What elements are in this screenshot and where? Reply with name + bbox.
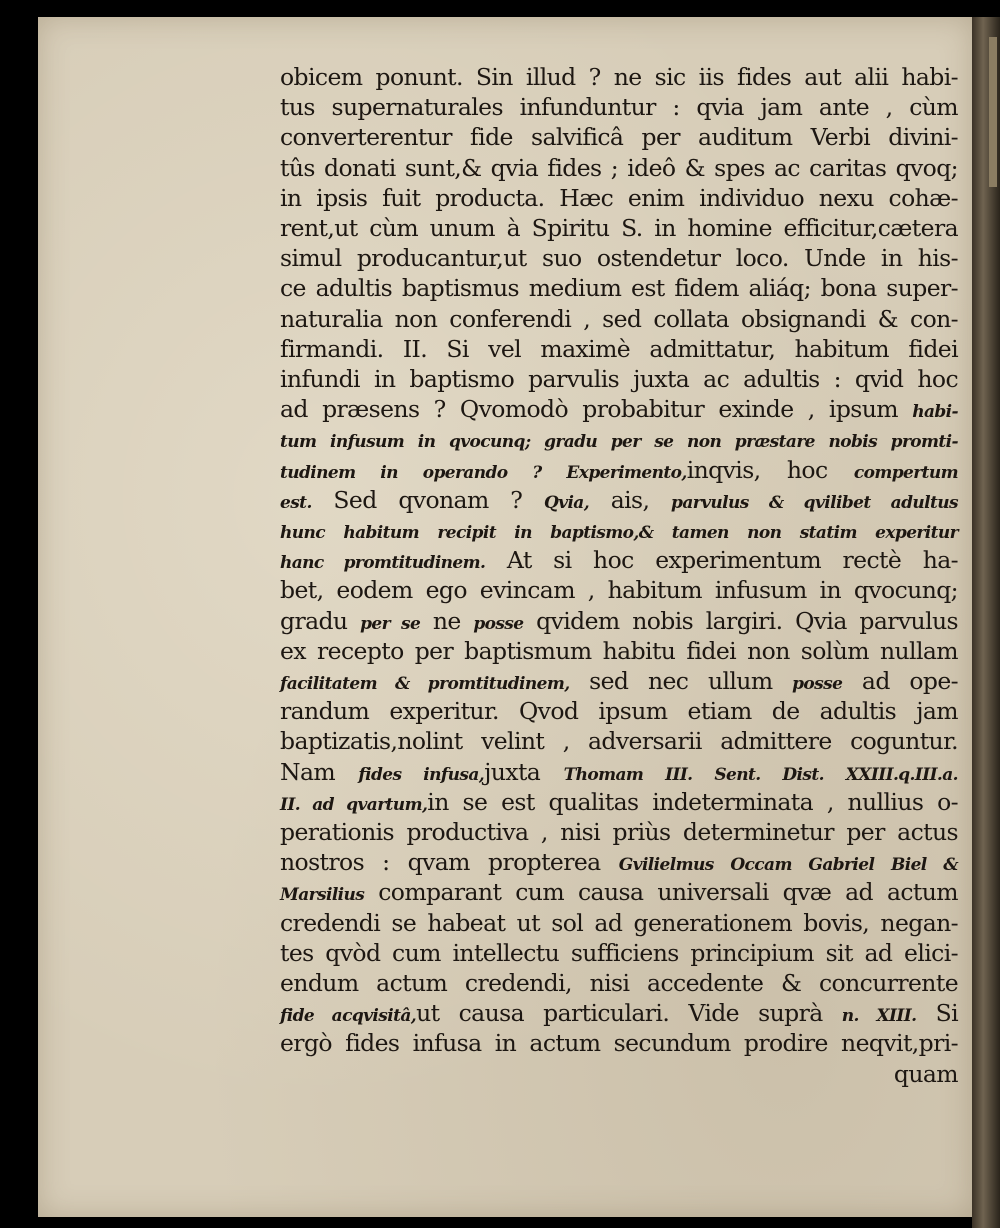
text-run: ad præsens ? Qvomodò probabitur exinde , ipsum: [280, 395, 913, 424]
text-run: tes qvòd cum intellectu sufficiens principium sit ad elici-: [280, 938, 958, 967]
text-line: [280, 62, 958, 92]
text-run: ne: [420, 606, 474, 635]
italic-text-run: tudinem in operando ? Experimento,: [280, 462, 687, 483]
text-line: [280, 666, 958, 696]
text-run: obicem ponunt. Sin illud ? ne sic iis fides aut alii habi-: [280, 63, 958, 91]
text-run: qvidem nobis largiri. Qvia parvulus: [523, 606, 958, 635]
text-run: quam: [893, 1059, 958, 1088]
text-line: [280, 545, 958, 575]
text-line: [280, 334, 958, 364]
text-line: [280, 153, 958, 183]
text-line: [280, 787, 958, 817]
italic-text-run: n. XIII.: [841, 1006, 917, 1027]
italic-text-run: Marsilius: [280, 885, 365, 906]
italic-text-run: hanc promtitudinem.: [280, 553, 486, 574]
text-line: [280, 998, 958, 1028]
text-run: At si hoc experimentum rectè ha-: [485, 546, 958, 575]
text-line: [280, 243, 958, 273]
text-line: [280, 575, 958, 605]
text-line: [280, 847, 958, 877]
text-line: [280, 908, 958, 938]
text-line: [280, 485, 958, 515]
italic-text-run: Thomam III. Sent. Dist. XXIII.q.III.a.: [563, 764, 958, 785]
text-run: ad ope-: [842, 667, 958, 695]
text-run: baptizatis,nolint velint , adversarii admittere coguntur.: [280, 727, 958, 756]
text-run: sed nec ullum: [569, 667, 793, 695]
text-line: [280, 455, 958, 485]
italic-text-run: per se: [360, 613, 421, 634]
text-line: [280, 273, 958, 303]
text-run: inqvis, hoc: [686, 455, 854, 484]
text-run: converterentur fide salvificâ per auditum Verbi divini-: [280, 123, 958, 152]
text-run: perationis productiva , nisi priùs determinetur per actus: [280, 818, 958, 846]
italic-text-run: II. ad qvartum,: [280, 794, 428, 815]
text-line: [280, 304, 958, 334]
text-run: Nam: [280, 757, 359, 786]
text-run: firmandi. II. Si vel maximè admittatur, habitum fidei: [280, 334, 958, 363]
italic-text-run: habi-: [912, 402, 958, 423]
text-line: [280, 726, 958, 756]
text-run: in se est qualitas indeterminata , nullius o-: [427, 787, 958, 816]
italic-text-run: posse: [473, 613, 524, 634]
italic-text-run: facilitatem & promtitudinem,: [280, 674, 570, 694]
book-binding-edge: [972, 17, 1000, 1228]
text-run: comparant cum causa universali qvæ ad actum: [364, 878, 958, 907]
text-line: [280, 1059, 958, 1089]
text-run: Si: [916, 999, 958, 1028]
text-run: rent,ut cùm unum à Spiritu S. in homine efficitur,cætera: [280, 214, 958, 242]
text-run: naturalia non conferendi , sed collata obsignandi & con-: [280, 304, 958, 333]
italic-text-run: parvulus & qvilibet adultus: [671, 492, 958, 513]
text-line: [280, 636, 958, 666]
text-line: [280, 122, 958, 152]
text-run: simul producantur,ut suo ostendetur loco. Unde in his-: [280, 244, 958, 273]
text-run: infundi in baptismo parvulis juxta ac adultis : qvid hoc: [280, 365, 958, 393]
text-line: [280, 515, 958, 545]
text-line: [280, 606, 958, 636]
italic-text-run: fide acqvisitâ,: [280, 1006, 417, 1027]
text-line: [280, 696, 958, 726]
text-run: gradu: [280, 606, 361, 635]
italic-text-run: Gvilielmus Occam Gabriel Biel &: [618, 855, 958, 876]
text-run: randum experitur. Qvod ipsum etiam de adultis jam: [280, 697, 958, 726]
text-line: [280, 394, 958, 424]
text-run: juxta: [484, 757, 564, 786]
text-line: [280, 968, 958, 998]
text-run: Sed qvonam ?: [311, 485, 544, 514]
italic-text-run: tum infusum in qvocunq; gradu per se non præstare nobis promti-: [280, 432, 958, 453]
text-line: [280, 424, 958, 454]
text-line: [280, 817, 958, 847]
text-line: [280, 877, 958, 907]
text-run: ut causa particulari. Vide suprà: [416, 999, 842, 1028]
page-text: [280, 62, 958, 1162]
italic-text-run: posse: [792, 674, 843, 694]
text-run: endum actum credendi, nisi accedente & concurrente: [280, 969, 958, 997]
text-run: bet, eodem ego evincam , habitum infusum in qvocunq;: [280, 576, 958, 605]
italic-text-run: compertum: [853, 462, 959, 483]
text-line: [280, 92, 958, 122]
text-run: in ipsis fuit producta. Hæc enim individuo nexu cohæ-: [280, 183, 958, 212]
text-run: ce adultis baptismus medium est fidem aliáq; bona super-: [280, 274, 958, 303]
text-run: tus supernaturales infunduntur : qvia jam ante , cùm: [280, 93, 958, 122]
text-line: [280, 364, 958, 394]
italic-text-run: hunc habitum recipit in baptismo,& tamen non statim experitur: [280, 523, 958, 543]
italic-text-run: fides infusa,: [358, 764, 485, 785]
text-line: [280, 1028, 958, 1058]
text-line: [280, 757, 958, 787]
text-run: ais,: [589, 485, 672, 514]
text-line: [280, 183, 958, 213]
text-run: ex recepto per baptismum habitu fidei non solùm nullam: [280, 636, 958, 665]
italic-text-run: est.: [280, 492, 312, 513]
text-line: [280, 213, 958, 243]
italic-text-run: Qvia,: [543, 492, 590, 513]
text-run: tûs donati sunt,& qvia fides ; ideô & spes ac caritas qvoq;: [280, 153, 958, 182]
text-run: ergò fides infusa in actum secundum prodire neqvit,pri-: [280, 1029, 958, 1058]
text-run: nostros : qvam propterea: [280, 848, 619, 877]
text-line: [280, 938, 958, 968]
text-run: credendi se habeat ut sol ad generationem bovis, negan-: [280, 908, 958, 937]
